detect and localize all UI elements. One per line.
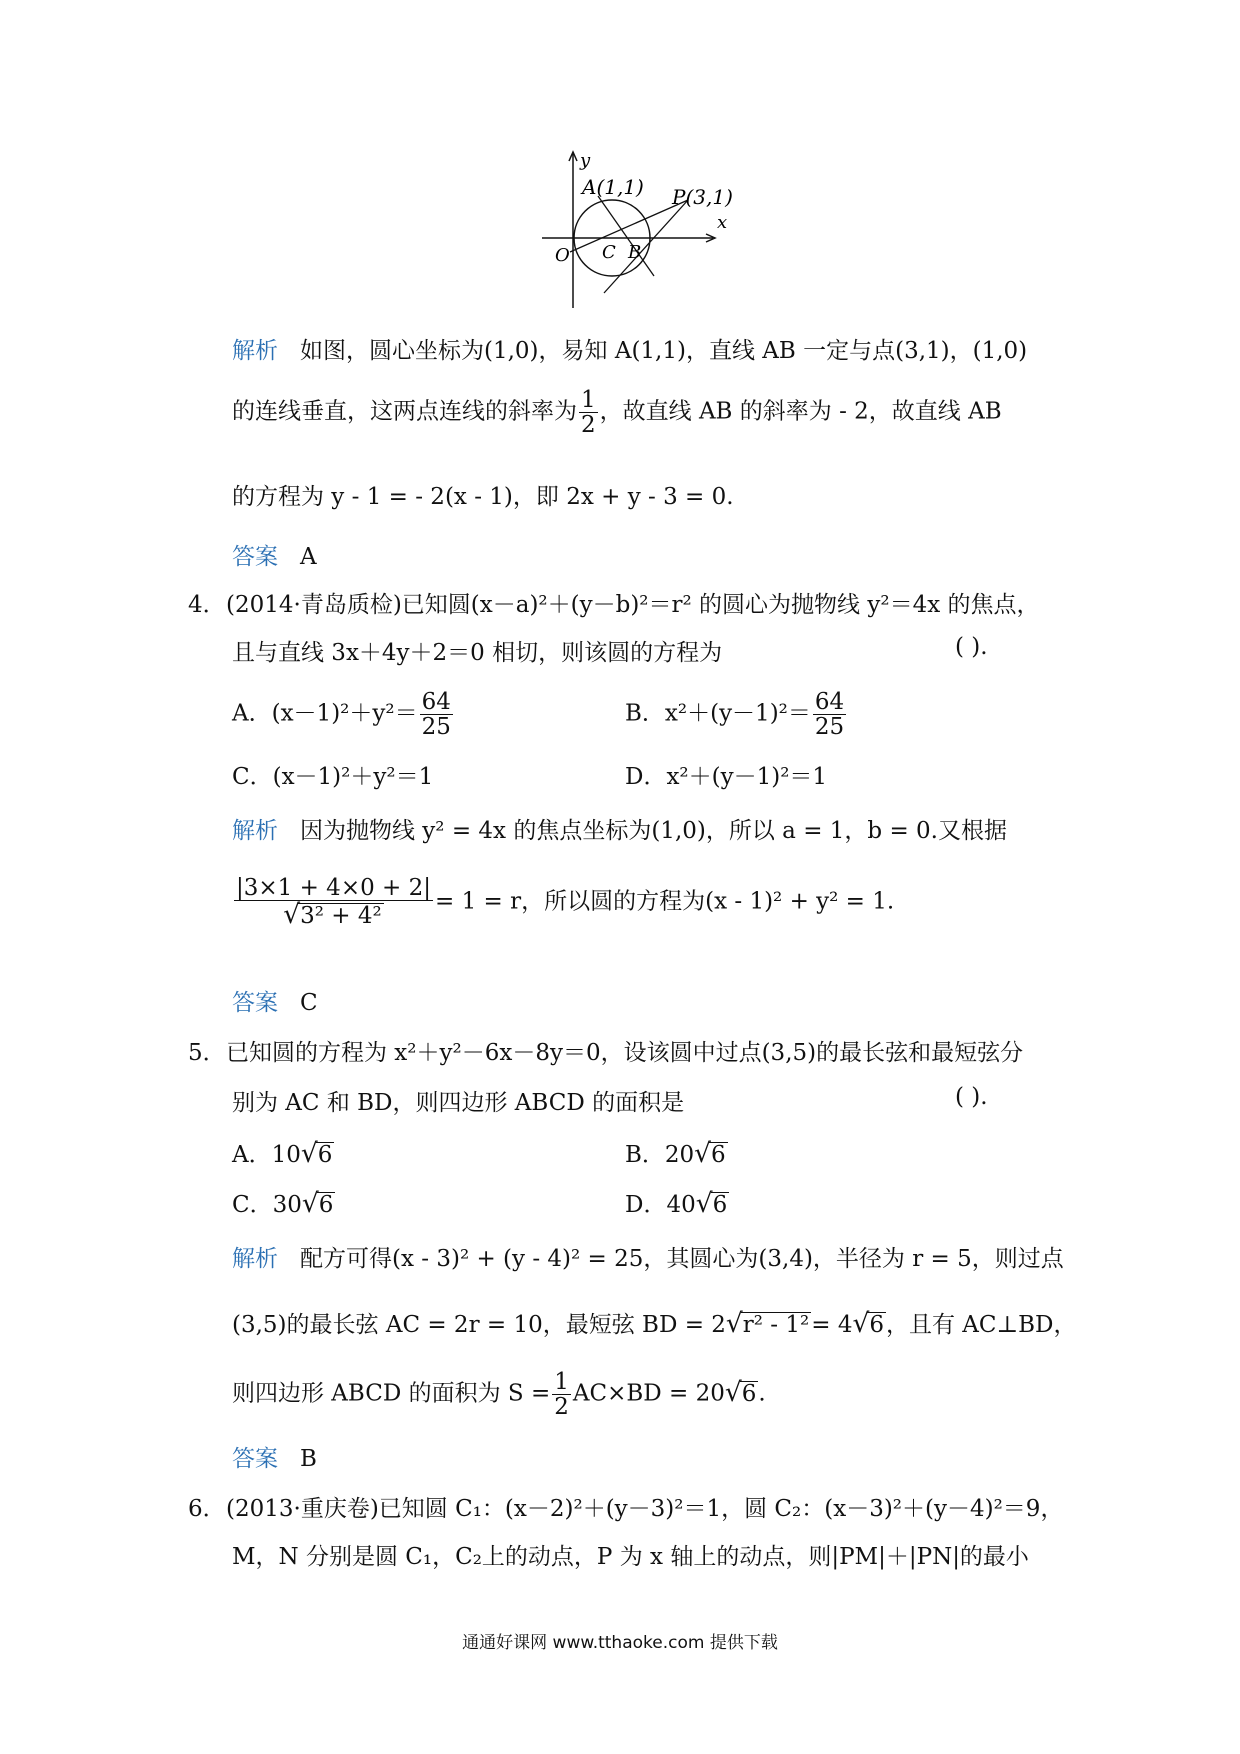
answer-label: 答案 — [232, 544, 278, 570]
q5-solution-line2: (3,5)的最长弦 AC = 2r = 10，最短弦 BD = 2√r² - 1²= 4√6，且有 AC⊥BD， — [232, 1308, 1077, 1339]
q3-solution-line2: 的连线垂直，这两点连线的斜率为 $\frac{1}{2}$ ，故直线 AB 的斜率为 - 2，故直线 AB — [232, 387, 1002, 439]
solution-label: 解析 — [232, 1246, 278, 1272]
q4-number: 4． — [188, 592, 226, 618]
q6-number: 6． — [188, 1496, 226, 1522]
q5-answer: 答案 B — [232, 1446, 317, 1472]
point-p-label: P(3,1) — [672, 185, 733, 209]
q4-answer: 答案 C — [232, 990, 318, 1016]
q5-option-d[interactable]: D．40√6 — [625, 1188, 728, 1219]
tangent-line-2 — [604, 200, 688, 293]
q4-solution-line1: 解析 因为抛物线 y² = 4x 的焦点坐标为(1,0)，所以 a = 1，b = 0.又根据 — [232, 818, 1007, 844]
q5-option-b[interactable]: B．20√6 — [625, 1138, 726, 1169]
q3-solution-line3: 的方程为 y - 1 = - 2(x - 1)，即 2x + y - 3 = 0. — [232, 484, 734, 510]
q5-option-a[interactable]: A．10√6 — [232, 1138, 333, 1169]
y-axis-label: y — [580, 150, 591, 171]
answer-label: 答案 — [232, 1446, 278, 1472]
q4-option-a[interactable]: A．(x－1)²＋y²＝ $\frac{64}{25}$ — [232, 689, 451, 741]
point-b-label: B — [628, 242, 642, 263]
q4-stem-line2: 且与直线 3x＋4y＋2＝0 相切，则该圆的方程为 — [232, 640, 723, 666]
q4-stem-line1: (2014·青岛质检)已知圆(x－a)²＋(y－b)²＝r² 的圆心为抛物线 y²＝4x 的焦点， — [226, 592, 1040, 618]
q6-stem-line1: (2013·重庆卷)已知圆 C₁：(x－2)²＋(y－3)²＝1，圆 C₂：(x－3)²＋(y－4)²＝9， — [226, 1496, 1064, 1522]
q5-solution-line3: 则四边形 ABCD 的面积为 S = $\frac{1}{2}$ AC×BD = 20√6. — [232, 1369, 766, 1421]
q5-stem-line1: 已知圆的方程为 x²＋y²－6x－8y＝0，设该圆中过点(3,5)的最长弦和最短弦分 — [226, 1040, 1024, 1066]
q3-solution-line1: 解析 如图，圆心坐标为(1,0)，易知 A(1,1)，直线 AB 一定与点(3,1)，(1,0) — [232, 338, 1028, 364]
q5-stem-line2: 别为 AC 和 BD，则四边形 ABCD 的面积是 — [232, 1090, 685, 1116]
geometry-figure — [520, 148, 760, 308]
solution-label: 解析 — [232, 338, 278, 364]
q5-number: 5． — [188, 1040, 226, 1066]
q5-blank: ( ). — [955, 1084, 988, 1110]
fraction-one-half: $\frac{1}{2}$ — [581, 387, 596, 439]
q4-option-d[interactable]: D．x²＋(y－1)²＝1 — [625, 764, 828, 790]
q4-option-b[interactable]: B．x²＋(y－1)²＝ $\frac{64}{25}$ — [625, 689, 845, 741]
q4-blank: ( ). — [955, 634, 988, 660]
point-c-label: C — [602, 242, 616, 263]
q4-option-c[interactable]: C．(x－1)²＋y²＝1 — [232, 764, 434, 790]
origin-label: O — [555, 245, 570, 266]
x-axis-label: x — [717, 212, 728, 233]
q5-solution-line1: 解析 配方可得(x - 3)² + (y - 4)² = 25，其圆心为(3,4)，半径为 r = 5，则过点 — [232, 1246, 1064, 1272]
q4-solution-line2: $\frac{|3\times 1 + 4\times 0 + 2|}{\text{√3² + 4²}}$ = 1 = r，所以圆的方程为(x - 1)² + y² = 1. — [236, 875, 895, 931]
q6-stem-line2: M，N 分别是圆 C₁，C₂上的动点，P 为 x 轴上的动点，则|PM|＋|PN|的最小 — [232, 1544, 1029, 1570]
solution-label: 解析 — [232, 818, 278, 844]
q3-answer: 答案 A — [232, 544, 317, 570]
q5-option-c[interactable]: C．30√6 — [232, 1188, 334, 1219]
radical-sign: √ — [283, 899, 301, 931]
answer-label: 答案 — [232, 990, 278, 1016]
distance-fraction: $\frac{|3\times 1 + 4\times 0 + 2|}{\text{√3² + 4²}}$ — [236, 875, 431, 931]
page-footer: 通通好课网 www.tthaoke.com 提供下载 — [462, 1633, 778, 1653]
point-a-label: A(1,1) — [582, 175, 644, 199]
